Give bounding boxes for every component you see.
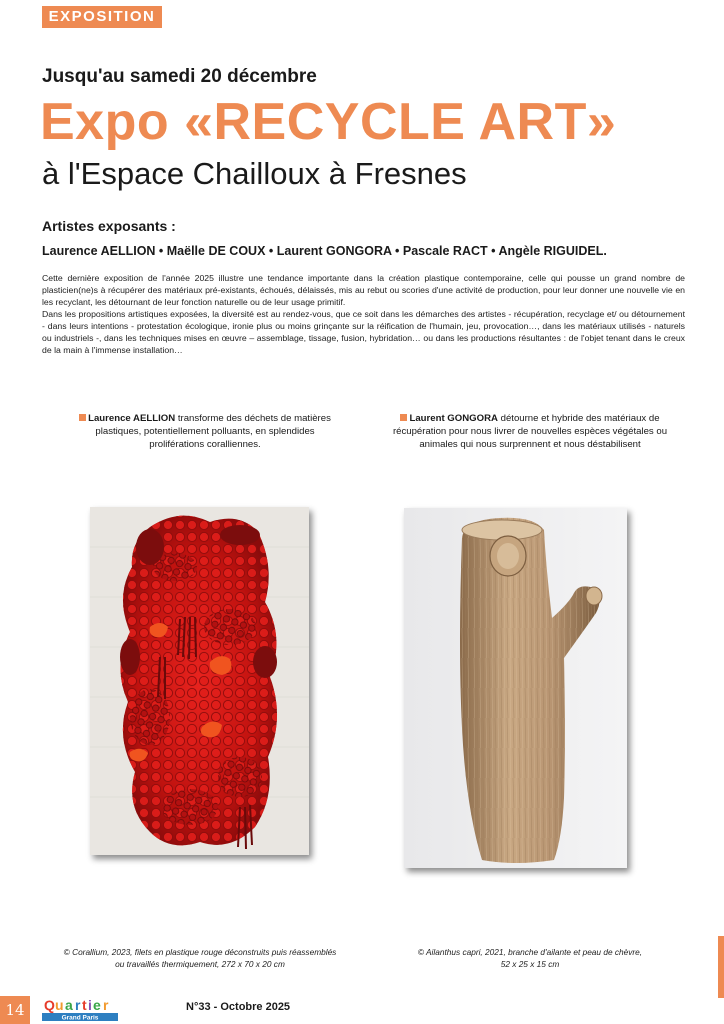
right-feature-text: détourne et hybride des matériaux de récupération pour nous livrer de nouvelles espèces végétales ou animales qui nous surprennent et nous déstabilisent <box>392 413 668 450</box>
right-credit-line: 52 x 25 x 15 cm <box>500 959 560 969</box>
page-edge-accent <box>718 936 724 998</box>
intro-paragraph: Dans les propositions artistiques exposées, la diversité est au rendez-vous, que ce soit dans les démarches des artistes - récupération, recyclage et/ ou détournement - dans leurs intentions - protestation écologique, ironie plus ou moins grinçante sur la réification de l'humain, jeu, provocation…, dans les matériaux utilisés - naturels ou industriels -, dans les techniques mises en œuvre – assemblage, tissage, fusion, hybridation… ou dans les productions résultantes : de l'objet tenant dans le creux de la main à l'immense installation… <box>42 309 685 355</box>
magazine-logo <box>42 997 118 1021</box>
article-title: Expo «RECYCLE ART» <box>40 93 617 151</box>
svg-text:r: r <box>75 997 81 1013</box>
left-feature-text: transforme des déchets de matières plastiques, potentiellement polluants, en splendides proliférations coralliennes. <box>95 413 331 450</box>
left-credit-line: © Corallium, 2023, filets en plastique rouge déconstruits puis réassemblés <box>63 947 337 957</box>
left-credit-line: ou travaillés thermiquement, 272 x 70 x 20 cm <box>115 959 285 969</box>
left-feature-caption <box>70 412 340 451</box>
svg-text:r: r <box>103 997 109 1013</box>
svg-text:u: u <box>55 997 64 1013</box>
left-artwork-credit <box>40 946 360 970</box>
svg-text:a: a <box>65 997 73 1013</box>
right-artwork-credit <box>380 946 680 970</box>
ailanthus-artwork-image <box>404 508 627 868</box>
page-number: 14 <box>0 996 30 1024</box>
svg-text:Q: Q <box>44 997 55 1013</box>
artists-label: Artistes exposants : <box>42 218 176 234</box>
left-artist-name: Laurence AELLION <box>88 413 176 424</box>
svg-text:t: t <box>82 997 87 1013</box>
right-credit-line: © Ailanthus capri, 2021, branche d'ailante et peau de chèvre, <box>417 947 643 957</box>
corallium-artwork-image <box>90 507 309 855</box>
bullet-square-icon <box>79 414 86 421</box>
date-line: Jusqu'au samedi 20 décembre <box>42 66 317 87</box>
intro-text <box>42 272 685 356</box>
article-subtitle: à l'Espace Chailloux à Fresnes <box>42 156 467 191</box>
svg-text:i: i <box>88 997 92 1013</box>
svg-text:e: e <box>93 997 101 1013</box>
logo-subtitle: Grand Paris <box>61 1014 99 1021</box>
artists-list: Laurence AELLION • Maëlle DE COUX • Laurent GONGORA • Pascale RACT • Angèle RIGUIDEL. <box>42 244 607 258</box>
right-feature-caption <box>380 412 680 451</box>
issue-number: N°33 - Octobre 2025 <box>186 1001 291 1013</box>
section-tag: EXPOSITION <box>42 6 162 28</box>
right-artist-name: Laurent GONGORA <box>409 413 498 424</box>
bullet-square-icon <box>400 414 407 421</box>
intro-paragraph: Cette dernière exposition de l'année 2025 illustre une tendance importante dans la création plastique contemporaine, celle qui pousse un grand nombre de plasticien(ne)s à récupérer des matériaux pré-existants, échoués, délaissés, mis au rebut ou scories d'une activité de production, pour leur donner une nouvelle vie en les recyclant, les détournant de leur fonction naturelle ou de leur usage primitif. <box>42 273 685 307</box>
